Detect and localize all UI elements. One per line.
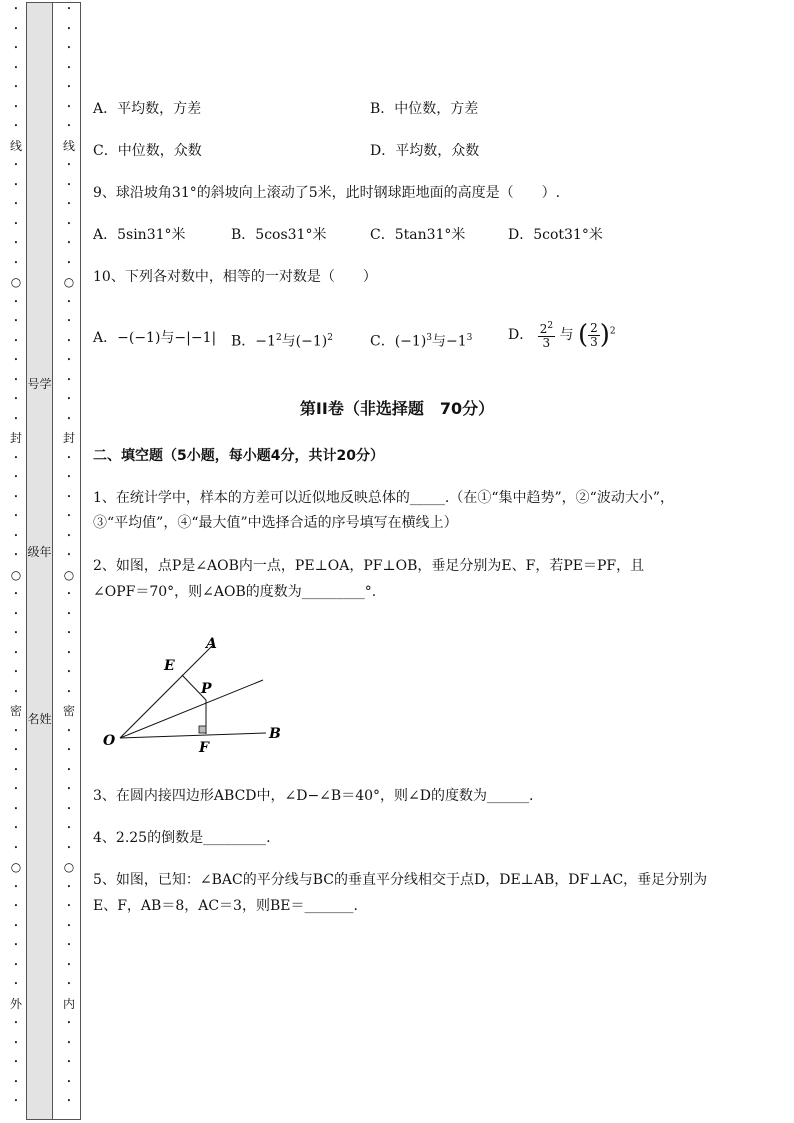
dot-marker: • (66, 258, 72, 267)
dot-marker: • (13, 960, 19, 969)
dot-marker: • (13, 902, 19, 910)
dot-marker: • (13, 122, 19, 130)
dot-marker: • (13, 824, 19, 832)
dot-marker: • (66, 765, 72, 774)
dot-marker: • (13, 239, 19, 247)
dot-marker: • (13, 804, 19, 813)
dot-marker: • (13, 551, 19, 559)
dot-marker: • (13, 590, 19, 598)
dot-marker: • (13, 648, 19, 657)
dot-marker: • (66, 180, 72, 189)
dot-marker: • (66, 336, 72, 345)
dot-marker: • (13, 668, 19, 676)
name-field-label: 名姓 (27, 712, 52, 726)
circle-marker: ○ (10, 275, 22, 289)
dot-marker: • (66, 122, 72, 130)
circle-marker: ○ (10, 860, 22, 874)
q9-option-c: C．5tan31°米 (370, 227, 466, 243)
dot-marker: • (66, 590, 72, 598)
cut-line-label: 内 (62, 996, 75, 1011)
dot-marker: • (66, 804, 72, 813)
dot-marker: • (66, 24, 72, 33)
dot-marker: • (66, 63, 72, 72)
dot-marker: • (13, 44, 19, 52)
grade-field-label: 级年 (27, 545, 52, 559)
dot-marker: • (66, 824, 72, 832)
dot-marker: • (66, 512, 72, 520)
dot-marker: • (13, 531, 19, 540)
circle-marker: ○ (63, 860, 75, 874)
dot-marker: • (66, 200, 72, 208)
dot-marker: • (13, 24, 19, 33)
dot-marker: • (13, 941, 19, 949)
dot-marker: • (66, 395, 72, 403)
dot-marker: • (13, 102, 19, 111)
dot-marker: • (13, 921, 19, 930)
dot-marker: • (13, 765, 19, 774)
label-p: P (201, 681, 212, 697)
dot-marker: • (66, 960, 72, 969)
dot-marker: • (13, 453, 19, 462)
dot-marker: • (13, 512, 19, 520)
dot-marker: • (13, 336, 19, 345)
q8-option-d: D．平均数，众数 (370, 143, 480, 159)
dot-marker: • (13, 5, 19, 13)
dot-marker: • (66, 629, 72, 637)
label-b: B (269, 726, 281, 742)
dot-marker: • (13, 317, 19, 325)
dot-marker: • (66, 102, 72, 111)
dot-marker: • (13, 609, 19, 618)
inner-dotted-cut-line (58, 0, 80, 1123)
dot-marker: • (66, 687, 72, 696)
dot-marker: • (13, 882, 19, 891)
part-two-title: 第II卷（非选择题 70分） (299, 399, 495, 418)
dot-marker: • (66, 1077, 72, 1086)
dot-marker: • (13, 180, 19, 189)
cut-line-label: 线 (62, 138, 75, 153)
dot-marker: • (66, 317, 72, 325)
q8-option-a: A．平均数，方差 (93, 101, 202, 117)
q10-option-d: D． $\frac{2^2}{3}$ 与 ( $\frac{2}{3}$ )$^2$ (508, 320, 616, 350)
q8-option-b: B．中位数，方差 (370, 101, 479, 117)
dot-marker: • (66, 902, 72, 910)
dot-marker: • (13, 258, 19, 267)
circle-marker: ○ (63, 275, 75, 289)
dot-marker: • (66, 648, 72, 657)
dot-marker: • (66, 414, 72, 423)
angle-bisector-figure (98, 628, 298, 758)
dot-marker: • (13, 395, 19, 403)
dot-marker: • (66, 297, 72, 306)
dot-marker: • (66, 1019, 72, 1027)
circle-marker: ○ (10, 567, 22, 582)
dot-marker: • (13, 414, 19, 423)
outer-dotted-cut-line (5, 0, 27, 1123)
dot-marker: • (13, 219, 19, 228)
cut-line-label: 封 (9, 431, 22, 445)
dot-marker: • (66, 551, 72, 559)
dot-marker: • (66, 785, 72, 793)
dot-marker: • (66, 882, 72, 891)
dot-marker: • (13, 375, 19, 384)
dot-marker: • (13, 1097, 19, 1105)
dot-marker: • (66, 843, 72, 852)
cut-line-label: 密 (9, 704, 22, 718)
fraction: $\frac{2}{3}$ (590, 320, 598, 349)
dot-marker: • (13, 785, 19, 793)
dot-marker: • (13, 980, 19, 988)
dot-marker: • (13, 629, 19, 637)
cut-line-label: 线 (9, 138, 22, 153)
dot-marker: • (13, 746, 19, 754)
ray-ob (120, 733, 266, 738)
dot-marker: • (13, 473, 19, 481)
fill-q3: 3、在圆内接四边形ABCD中，∠D−∠B＝40°，则∠D的度数为______. (93, 788, 534, 804)
student-id-field-label: 号学 (27, 377, 52, 391)
dot-marker: • (66, 453, 72, 462)
dot-marker: • (13, 492, 19, 501)
q10-stem: 10、下列各对数中，相等的一对数是（ ） (93, 269, 377, 285)
dot-marker: • (66, 239, 72, 247)
dot-marker: • (66, 1038, 72, 1047)
q10-option-b: B．$-1^2$与$(-1)^2$ (231, 333, 333, 350)
cut-line-label: 外 (9, 996, 22, 1011)
dot-marker: • (13, 1038, 19, 1047)
dot-marker: • (13, 1019, 19, 1027)
dot-marker: • (13, 687, 19, 696)
dot-marker: • (13, 297, 19, 306)
dot-marker: • (66, 941, 72, 949)
dot-marker: • (66, 356, 72, 364)
dot-marker: • (66, 726, 72, 735)
q9-option-d: D．5cot31°米 (508, 227, 603, 243)
dot-marker: • (66, 746, 72, 754)
q9-option-b: B．5cos31°米 (231, 227, 327, 243)
dot-marker: • (66, 5, 72, 13)
label-e: E (164, 658, 175, 674)
dot-marker: • (66, 921, 72, 930)
fraction: $\frac{2^2}{3}$ (539, 321, 554, 350)
dot-marker: • (66, 668, 72, 676)
fill-q5-line2: E、F，AB＝8，AC＝3，则BE＝_______. (93, 898, 358, 914)
circle-marker: ○ (63, 567, 75, 582)
q9-option-a: A．5sin31°米 (93, 227, 186, 243)
dot-marker: • (13, 1077, 19, 1086)
dot-marker: • (66, 1097, 72, 1105)
dot-marker: • (13, 83, 19, 91)
dot-marker: • (13, 843, 19, 852)
fill-q4: 4、2.25的倒数是_________. (93, 830, 271, 846)
cut-line-label: 密 (62, 704, 75, 718)
q10-option-a: A．−(−1)与−|−1| (93, 330, 217, 346)
fill-q1-line1: 1、在统计学中，样本的方差可以近似地反映总体的_____.（在①“集中趋势”，②“波动大小”， (93, 490, 674, 506)
label-o: O (103, 733, 116, 749)
dot-marker: • (66, 375, 72, 384)
dot-marker: • (66, 219, 72, 228)
dot-marker: • (66, 531, 72, 540)
dot-marker: • (66, 83, 72, 91)
binding-strip (26, 2, 53, 1120)
dot-marker: • (66, 492, 72, 501)
dot-marker: • (13, 726, 19, 735)
dot-marker: • (66, 473, 72, 481)
dot-marker: • (13, 1058, 19, 1066)
dot-marker: • (66, 44, 72, 52)
cut-line-label: 封 (62, 431, 75, 445)
ray-op (120, 680, 263, 738)
label-a: A (206, 636, 217, 652)
dot-marker: • (13, 161, 19, 169)
fill-q2-line1: 2、如图，点P是∠AOB内一点，PE⊥OA，PF⊥OB，垂足分别为E、F，若PE＝PF，且 (93, 558, 645, 574)
dot-marker: • (66, 1058, 72, 1066)
dot-marker: • (66, 609, 72, 618)
label-f: F (199, 740, 209, 756)
q10-option-c: C．$(-1)^3$与$-1^3$ (370, 333, 473, 350)
fill-q1-line2: ③“平均值”，④“最大值”中选择合适的序号填写在横线上） (93, 515, 458, 531)
q8-option-c: C．中位数，众数 (93, 143, 202, 159)
fill-q2-line2: ∠OPF＝70°，则∠AOB的度数为_________°. (93, 584, 377, 600)
right-angle-mark (199, 726, 206, 733)
fill-blank-section-heading: 二、填空题（5小题，每小题4分，共计20分） (93, 448, 384, 464)
fill-q5-line1: 5、如图，已知：∠BAC的平分线与BC的垂直平分线相交于点D，DE⊥AB，DF⊥AC，垂足分别为 (93, 872, 708, 888)
dot-marker: • (13, 63, 19, 72)
dot-marker: • (66, 161, 72, 169)
q9-stem: 9、球沿坡角31°的斜坡向上滚动了5米，此时钢球距地面的高度是（ ）. (93, 185, 561, 201)
dot-marker: • (13, 200, 19, 208)
dot-marker: • (13, 356, 19, 364)
dot-marker: • (66, 980, 72, 988)
